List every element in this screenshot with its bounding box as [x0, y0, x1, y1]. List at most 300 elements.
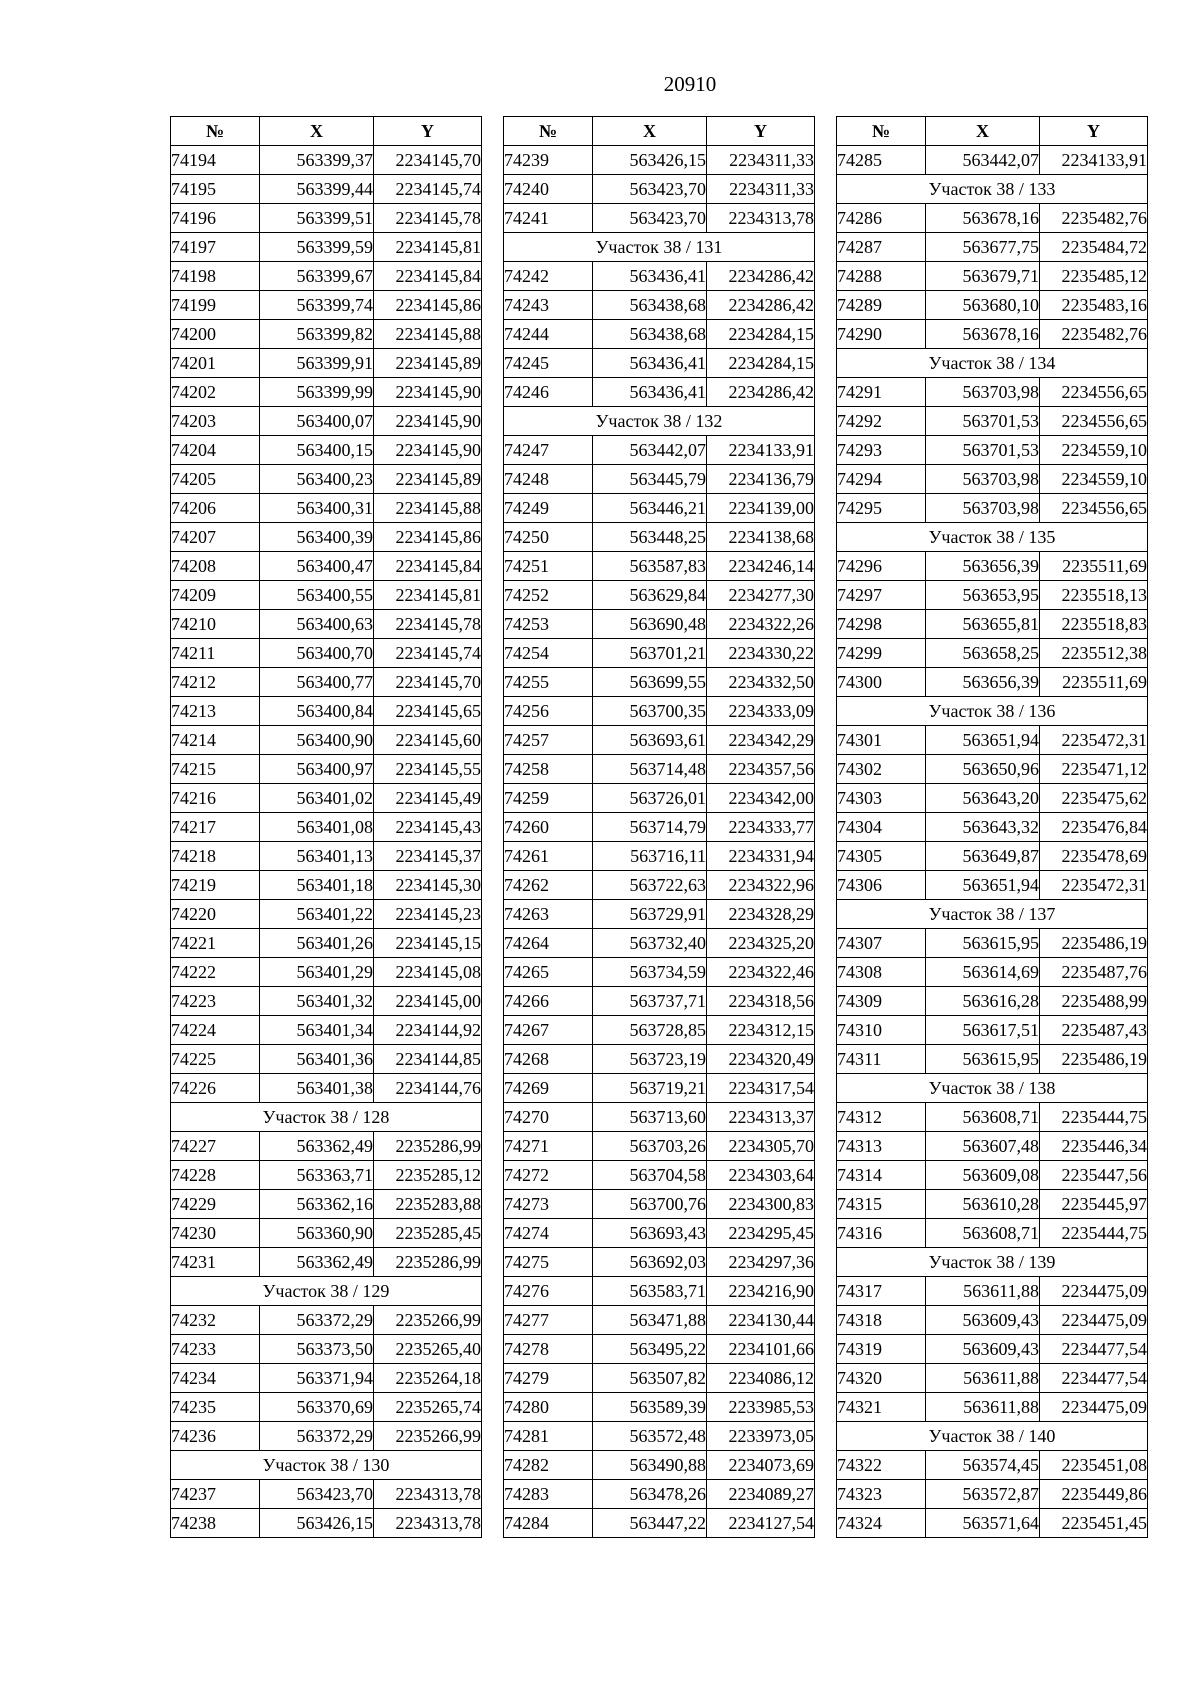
y-coordinate: 2234145,74 [374, 175, 482, 204]
x-coordinate: 563574,45 [926, 1451, 1040, 1480]
x-coordinate: 563399,82 [260, 320, 374, 349]
y-coordinate: 2234303,64 [707, 1161, 815, 1190]
x-coordinate: 563693,61 [593, 726, 707, 755]
x-coordinate: 563423,70 [593, 204, 707, 233]
table-row [171, 1074, 482, 1103]
y-coordinate: 2235482,76 [1040, 204, 1148, 233]
point-number: 74314 [837, 1161, 926, 1190]
x-coordinate: 563490,88 [593, 1451, 707, 1480]
x-coordinate: 563701,53 [926, 436, 1040, 465]
y-coordinate: 2234073,69 [707, 1451, 815, 1480]
table-row [837, 1132, 1148, 1161]
x-coordinate: 563658,25 [926, 639, 1040, 668]
x-coordinate: 563651,94 [926, 871, 1040, 900]
point-number: 74212 [171, 668, 260, 697]
x-coordinate: 563608,71 [926, 1219, 1040, 1248]
point-number: 74211 [171, 639, 260, 668]
x-header: X [593, 117, 707, 146]
x-coordinate: 563572,87 [926, 1480, 1040, 1509]
y-coordinate: 2235472,31 [1040, 871, 1148, 900]
section-title: Участок 38 / 129 [171, 1277, 482, 1306]
table-row [837, 378, 1148, 407]
table-row [171, 639, 482, 668]
table-row [504, 1451, 815, 1480]
y-coordinate: 2234138,68 [707, 523, 815, 552]
point-number: 74270 [504, 1103, 593, 1132]
table-row [171, 349, 482, 378]
point-number: 74243 [504, 291, 593, 320]
point-number: 74257 [504, 726, 593, 755]
point-number: 74272 [504, 1161, 593, 1190]
table-row [504, 1161, 815, 1190]
section-row [837, 1074, 1148, 1103]
y-coordinate: 2234311,33 [707, 146, 815, 175]
table-row [171, 436, 482, 465]
y-coordinate: 2235285,12 [374, 1161, 482, 1190]
section-title: Участок 38 / 133 [837, 175, 1148, 204]
x-coordinate: 563607,48 [926, 1132, 1040, 1161]
num-header: № [504, 117, 593, 146]
table-row [837, 813, 1148, 842]
point-number: 74244 [504, 320, 593, 349]
point-number: 74304 [837, 813, 926, 842]
point-number: 74258 [504, 755, 593, 784]
point-number: 74222 [171, 958, 260, 987]
y-coordinate: 2234342,29 [707, 726, 815, 755]
x-coordinate: 563704,58 [593, 1161, 707, 1190]
x-coordinate: 563703,98 [926, 494, 1040, 523]
point-number: 74319 [837, 1335, 926, 1364]
x-coordinate: 563399,67 [260, 262, 374, 291]
y-coordinate: 2234144,92 [374, 1016, 482, 1045]
point-number: 74235 [171, 1393, 260, 1422]
y-coordinate: 2234475,09 [1040, 1277, 1148, 1306]
y-coordinate: 2234286,42 [707, 378, 815, 407]
point-number: 74323 [837, 1480, 926, 1509]
y-coordinate: 2234313,78 [374, 1509, 482, 1538]
point-number: 74306 [837, 871, 926, 900]
y-header: Y [707, 117, 815, 146]
table-row [504, 697, 815, 726]
x-coordinate: 563436,41 [593, 378, 707, 407]
x-coordinate: 563448,25 [593, 523, 707, 552]
y-coordinate: 2235286,99 [374, 1248, 482, 1277]
table-row [171, 668, 482, 697]
point-number: 74228 [171, 1161, 260, 1190]
x-coordinate: 563615,95 [926, 929, 1040, 958]
table-row [504, 929, 815, 958]
table-row [504, 1016, 815, 1045]
point-number: 74225 [171, 1045, 260, 1074]
point-number: 74267 [504, 1016, 593, 1045]
table-row [837, 1277, 1148, 1306]
y-coordinate: 2234313,78 [374, 1480, 482, 1509]
table-row [504, 175, 815, 204]
y-coordinate: 2234297,36 [707, 1248, 815, 1277]
table-row [504, 494, 815, 523]
table-row [504, 1306, 815, 1335]
point-number: 74309 [837, 987, 926, 1016]
x-coordinate: 563399,37 [260, 146, 374, 175]
y-coordinate: 2235475,62 [1040, 784, 1148, 813]
table-row [504, 1422, 815, 1451]
table-row [504, 320, 815, 349]
table-row [837, 639, 1148, 668]
point-number: 74269 [504, 1074, 593, 1103]
point-number: 74214 [171, 726, 260, 755]
y-coordinate: 2234145,65 [374, 697, 482, 726]
point-number: 74265 [504, 958, 593, 987]
x-coordinate: 563399,51 [260, 204, 374, 233]
table-row [171, 175, 482, 204]
x-coordinate: 563616,28 [926, 987, 1040, 1016]
y-coordinate: 2234145,88 [374, 494, 482, 523]
y-coordinate: 2235446,34 [1040, 1132, 1148, 1161]
table-row [504, 1103, 815, 1132]
table-row [504, 755, 815, 784]
table-row [171, 871, 482, 900]
x-coordinate: 563737,71 [593, 987, 707, 1016]
x-coordinate: 563401,36 [260, 1045, 374, 1074]
y-coordinate: 2234311,33 [707, 175, 815, 204]
x-coordinate: 563399,44 [260, 175, 374, 204]
y-coordinate: 2235511,69 [1040, 552, 1148, 581]
table-row [837, 320, 1148, 349]
x-coordinate: 563701,53 [926, 407, 1040, 436]
y-coordinate: 2234216,90 [707, 1277, 815, 1306]
y-coordinate: 2234331,94 [707, 842, 815, 871]
x-coordinate: 563507,82 [593, 1364, 707, 1393]
point-number: 74280 [504, 1393, 593, 1422]
section-title: Участок 38 / 131 [504, 233, 815, 262]
x-coordinate: 563609,43 [926, 1335, 1040, 1364]
y-coordinate: 2235285,45 [374, 1219, 482, 1248]
table-row [837, 784, 1148, 813]
y-coordinate: 2234133,91 [707, 436, 815, 465]
table-row [171, 233, 482, 262]
point-number: 74268 [504, 1045, 593, 1074]
x-coordinate: 563446,21 [593, 494, 707, 523]
x-coordinate: 563436,41 [593, 262, 707, 291]
section-row [837, 523, 1148, 552]
x-coordinate: 563611,88 [926, 1364, 1040, 1393]
point-number: 74239 [504, 146, 593, 175]
point-number: 74219 [171, 871, 260, 900]
coordinate-table-2 [503, 116, 815, 1538]
y-coordinate: 2234322,26 [707, 610, 815, 639]
y-coordinate: 2235471,12 [1040, 755, 1148, 784]
table-row [171, 1045, 482, 1074]
point-number: 74281 [504, 1422, 593, 1451]
y-coordinate: 2234286,42 [707, 291, 815, 320]
table-row [171, 291, 482, 320]
x-coordinate: 563678,16 [926, 320, 1040, 349]
y-coordinate: 2235286,99 [374, 1132, 482, 1161]
point-number: 74196 [171, 204, 260, 233]
x-coordinate: 563734,59 [593, 958, 707, 987]
point-number: 74247 [504, 436, 593, 465]
x-coordinate: 563401,32 [260, 987, 374, 1016]
point-number: 74278 [504, 1335, 593, 1364]
table-row [504, 465, 815, 494]
table-row [171, 1306, 482, 1335]
x-coordinate: 563587,83 [593, 552, 707, 581]
y-coordinate: 2234145,81 [374, 233, 482, 262]
table-row [171, 784, 482, 813]
point-number: 74298 [837, 610, 926, 639]
x-coordinate: 563643,32 [926, 813, 1040, 842]
table-row [171, 1161, 482, 1190]
table-row [837, 552, 1148, 581]
table-row [171, 697, 482, 726]
y-coordinate: 2234332,50 [707, 668, 815, 697]
point-number: 74208 [171, 552, 260, 581]
point-number: 74307 [837, 929, 926, 958]
point-number: 74220 [171, 900, 260, 929]
y-coordinate: 2234101,66 [707, 1335, 815, 1364]
x-coordinate: 563615,95 [926, 1045, 1040, 1074]
x-coordinate: 563703,98 [926, 465, 1040, 494]
point-number: 74210 [171, 610, 260, 639]
table-row [837, 929, 1148, 958]
x-header: X [926, 117, 1040, 146]
y-coordinate: 2235482,76 [1040, 320, 1148, 349]
y-coordinate: 2234246,14 [707, 552, 815, 581]
x-coordinate: 563728,85 [593, 1016, 707, 1045]
y-coordinate: 2234089,27 [707, 1480, 815, 1509]
x-coordinate: 563729,91 [593, 900, 707, 929]
point-number: 74302 [837, 755, 926, 784]
point-number: 74295 [837, 494, 926, 523]
y-coordinate: 2235512,38 [1040, 639, 1148, 668]
table-row [504, 1277, 815, 1306]
point-number: 74264 [504, 929, 593, 958]
table-row [837, 987, 1148, 1016]
y-coordinate: 2235283,88 [374, 1190, 482, 1219]
y-coordinate: 2235472,31 [1040, 726, 1148, 755]
table-row [504, 146, 815, 175]
y-coordinate: 2234145,49 [374, 784, 482, 813]
point-number: 74224 [171, 1016, 260, 1045]
y-coordinate: 2234086,12 [707, 1364, 815, 1393]
x-coordinate: 563400,47 [260, 552, 374, 581]
y-coordinate: 2234136,79 [707, 465, 815, 494]
y-coordinate: 2234145,00 [374, 987, 482, 1016]
x-coordinate: 563611,88 [926, 1393, 1040, 1422]
section-title: Участок 38 / 128 [171, 1103, 482, 1132]
table-row [171, 320, 482, 349]
x-coordinate: 563714,48 [593, 755, 707, 784]
y-header: Y [1040, 117, 1148, 146]
y-coordinate: 2234145,74 [374, 639, 482, 668]
x-coordinate: 563436,41 [593, 349, 707, 378]
y-coordinate: 2234145,15 [374, 929, 482, 958]
x-coordinate: 563400,07 [260, 407, 374, 436]
y-coordinate: 2234286,42 [707, 262, 815, 291]
table-row [504, 1074, 815, 1103]
table-row [837, 465, 1148, 494]
table-row [171, 1219, 482, 1248]
point-number: 74262 [504, 871, 593, 900]
point-number: 74283 [504, 1480, 593, 1509]
y-coordinate: 2234325,20 [707, 929, 815, 958]
table-row [837, 1364, 1148, 1393]
table-row [504, 1480, 815, 1509]
table-row [837, 842, 1148, 871]
table-row [504, 262, 815, 291]
y-coordinate: 2234317,54 [707, 1074, 815, 1103]
point-number: 74277 [504, 1306, 593, 1335]
y-coordinate: 2234145,70 [374, 668, 482, 697]
point-number: 74287 [837, 233, 926, 262]
table-row [504, 1132, 815, 1161]
table-row [171, 407, 482, 436]
table-row [171, 1364, 482, 1393]
point-number: 74275 [504, 1248, 593, 1277]
x-coordinate: 563363,71 [260, 1161, 374, 1190]
x-coordinate: 563445,79 [593, 465, 707, 494]
table-row [837, 668, 1148, 697]
point-number: 74245 [504, 349, 593, 378]
point-number: 74217 [171, 813, 260, 842]
point-number: 74215 [171, 755, 260, 784]
point-number: 74234 [171, 1364, 260, 1393]
x-coordinate: 563400,97 [260, 755, 374, 784]
point-number: 74226 [171, 1074, 260, 1103]
y-coordinate: 2234333,09 [707, 697, 815, 726]
y-coordinate: 2234145,70 [374, 146, 482, 175]
point-number: 74296 [837, 552, 926, 581]
point-number: 74317 [837, 1277, 926, 1306]
point-number: 74263 [504, 900, 593, 929]
coordinate-table-1 [170, 116, 482, 1538]
point-number: 74216 [171, 784, 260, 813]
table-row [504, 1364, 815, 1393]
point-number: 74285 [837, 146, 926, 175]
point-number: 74259 [504, 784, 593, 813]
y-coordinate: 2235518,13 [1040, 581, 1148, 610]
y-coordinate: 2234144,76 [374, 1074, 482, 1103]
table-row [837, 494, 1148, 523]
x-coordinate: 563401,13 [260, 842, 374, 871]
table-row [504, 900, 815, 929]
table-row [837, 1509, 1148, 1538]
point-number: 74240 [504, 175, 593, 204]
x-coordinate: 563447,22 [593, 1509, 707, 1538]
table-row [171, 581, 482, 610]
point-number: 74266 [504, 987, 593, 1016]
point-number: 74255 [504, 668, 593, 697]
section-title: Участок 38 / 138 [837, 1074, 1148, 1103]
point-number: 74279 [504, 1364, 593, 1393]
table-row [171, 726, 482, 755]
section-row [837, 1422, 1148, 1451]
point-number: 74273 [504, 1190, 593, 1219]
table-row [171, 929, 482, 958]
x-coordinate: 563426,15 [593, 146, 707, 175]
section-row [171, 1103, 482, 1132]
point-number: 74213 [171, 697, 260, 726]
table-row [837, 1045, 1148, 1074]
table-row [837, 407, 1148, 436]
table-row [171, 1190, 482, 1219]
x-coordinate: 563680,10 [926, 291, 1040, 320]
table-row [171, 1509, 482, 1538]
header-row [171, 117, 482, 146]
section-row [504, 233, 815, 262]
table-row [504, 1190, 815, 1219]
point-number: 74207 [171, 523, 260, 552]
table-row [171, 146, 482, 175]
y-coordinate: 2234313,37 [707, 1103, 815, 1132]
point-number: 74301 [837, 726, 926, 755]
x-coordinate: 563608,71 [926, 1103, 1040, 1132]
table-row [504, 1219, 815, 1248]
point-number: 74233 [171, 1335, 260, 1364]
table-row [837, 581, 1148, 610]
point-number: 74311 [837, 1045, 926, 1074]
x-coordinate: 563400,15 [260, 436, 374, 465]
y-coordinate: 2234145,30 [374, 871, 482, 900]
point-number: 74254 [504, 639, 593, 668]
x-coordinate: 563423,70 [593, 175, 707, 204]
x-coordinate: 563655,81 [926, 610, 1040, 639]
point-number: 74242 [504, 262, 593, 291]
y-coordinate: 2234145,89 [374, 349, 482, 378]
point-number: 74261 [504, 842, 593, 871]
x-coordinate: 563401,38 [260, 1074, 374, 1103]
y-coordinate: 2234312,15 [707, 1016, 815, 1045]
y-coordinate: 2234333,77 [707, 813, 815, 842]
table-row [504, 987, 815, 1016]
table-row [837, 958, 1148, 987]
x-coordinate: 563629,84 [593, 581, 707, 610]
x-coordinate: 563400,70 [260, 639, 374, 668]
x-coordinate: 563690,48 [593, 610, 707, 639]
y-coordinate: 2234477,54 [1040, 1335, 1148, 1364]
table-row [837, 1393, 1148, 1422]
y-coordinate: 2235449,86 [1040, 1480, 1148, 1509]
point-number: 74260 [504, 813, 593, 842]
x-coordinate: 563400,55 [260, 581, 374, 610]
y-coordinate: 2235265,40 [374, 1335, 482, 1364]
point-number: 74290 [837, 320, 926, 349]
point-number: 74324 [837, 1509, 926, 1538]
point-number: 74202 [171, 378, 260, 407]
y-coordinate: 2234145,78 [374, 204, 482, 233]
y-coordinate: 2233985,53 [707, 1393, 815, 1422]
table-row [171, 204, 482, 233]
point-number: 74253 [504, 610, 593, 639]
y-coordinate: 2234556,65 [1040, 378, 1148, 407]
table-row [171, 465, 482, 494]
point-number: 74300 [837, 668, 926, 697]
table-row [171, 1480, 482, 1509]
y-coordinate: 2234477,54 [1040, 1364, 1148, 1393]
point-number: 74284 [504, 1509, 593, 1538]
x-coordinate: 563703,98 [926, 378, 1040, 407]
y-coordinate: 2234145,81 [374, 581, 482, 610]
y-coordinate: 2234556,65 [1040, 407, 1148, 436]
point-number: 74201 [171, 349, 260, 378]
table-row [504, 958, 815, 987]
x-coordinate: 563438,68 [593, 320, 707, 349]
y-coordinate: 2235487,43 [1040, 1016, 1148, 1045]
x-coordinate: 563360,90 [260, 1219, 374, 1248]
table-row [504, 813, 815, 842]
point-number: 74303 [837, 784, 926, 813]
y-coordinate: 2235487,76 [1040, 958, 1148, 987]
